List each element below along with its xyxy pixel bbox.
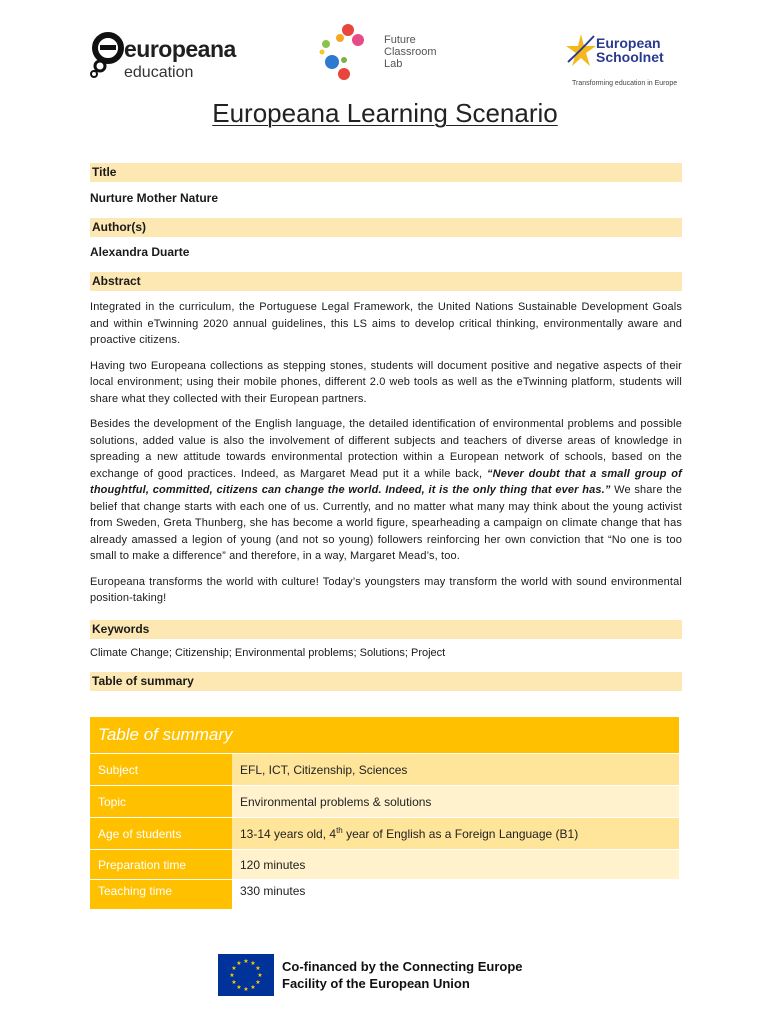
- fcl-line-3: Lab: [384, 58, 403, 70]
- europeana-education-logo: [90, 32, 236, 92]
- keywords-value: Climate Change; Citizenship; Environmental problems; Solutions; Project: [90, 646, 446, 659]
- header-logos: [0, 14, 770, 94]
- title-value: Nurture Mother Nature: [90, 191, 219, 205]
- summary-table: [90, 717, 679, 910]
- summary-heading: Table of summary: [90, 672, 682, 691]
- table-row: [90, 880, 679, 910]
- row-value-topic: Environmental problems & solutions: [232, 786, 679, 818]
- funding-line-1: Co-financed by the Connecting Europe: [282, 959, 523, 974]
- europeana-sub-text: education: [124, 64, 194, 81]
- row-value-teaching: 330 minutes: [232, 880, 679, 910]
- svg-text:★: ★: [231, 979, 237, 986]
- age-value-sup: th: [336, 826, 343, 835]
- fcl-pins-icon: [318, 22, 380, 84]
- europeana-mark-icon: [90, 32, 124, 80]
- table-row: [90, 818, 679, 850]
- funding-text: [282, 958, 523, 992]
- row-value-preparation: 120 minutes: [232, 850, 679, 880]
- authors-heading: Author(s): [90, 218, 682, 237]
- svg-text:★: ★: [243, 986, 249, 993]
- eu-stars-icon: [218, 954, 274, 996]
- european-schoolnet-logo: [566, 22, 686, 92]
- row-value-age: [232, 818, 679, 850]
- eu-flag-icon: [218, 954, 274, 996]
- document-body: [90, 163, 682, 691]
- row-label-subject: Subject: [90, 754, 232, 786]
- age-value-pre: 13-14 years old, 4: [240, 827, 337, 841]
- svg-text:★: ★: [250, 960, 256, 967]
- row-label-topic: Topic: [90, 786, 232, 818]
- svg-text:★: ★: [255, 979, 261, 986]
- fcl-name: [384, 34, 437, 70]
- age-value-post: year of English as a Foreign Language (B1): [342, 827, 579, 841]
- table-row: [90, 786, 679, 818]
- esn-name-line-1: European: [596, 35, 661, 51]
- title-heading: Title: [90, 163, 682, 182]
- abstract-p3-start: Besides the development of the English language, the detailed identification of environmental problems and possible solutions, added value is also the involvement of different subjects and teachers of diverse areas of knowledge in spreading a new attitude towards environmental protection within a European network of schools, based on the exchange of good practices. Indeed, as Margaret Mead put it a while back,: [90, 418, 682, 480]
- row-label-teaching: Teaching time: [90, 880, 232, 910]
- svg-text:★: ★: [231, 965, 237, 972]
- keywords-heading: Keywords: [90, 620, 682, 639]
- row-value-subject: EFL, ICT, Citizenship, Sciences: [232, 754, 679, 786]
- authors-value: Alexandra Duarte: [90, 245, 190, 259]
- svg-text:★: ★: [229, 972, 235, 979]
- page-title: Europeana Learning Scenario: [212, 98, 558, 128]
- europeana-brand-text: europeana: [124, 36, 236, 62]
- eu-funding-footer: [218, 954, 558, 998]
- table-row: [90, 850, 679, 880]
- esn-name-line-2: Schoolnet: [596, 49, 664, 65]
- abstract-paragraph-1: Integrated in the curriculum, the Portuguese Legal Framework, the United Nations Sustainable Development Goals and within eTwinning 2020 annual guidelines, this LS aims to develop critical thinking, environmentally aware and proactive citizens.: [90, 301, 682, 346]
- summary-table-caption: Table of summary: [90, 717, 679, 754]
- fcl-line-1: Future: [384, 34, 416, 46]
- abstract-p3-end: We share the belief that change starts with each one of us. Currently, and no matter what many may think about the young activist from Sweden, Greta Thunberg, she has become a world figure, spearheading a campaign on climate change that has already amassed a legion of young (and not so young) followers reinforcing her own conviction that “No one is too small to make a difference” and therefore, in a way, Margaret Mead’s, too.: [90, 484, 683, 562]
- abstract-paragraph-4: Europeana transforms the world with culture! Today’s youngsters may transform the world with sound environmental position-taking!: [90, 575, 682, 604]
- abstract-paragraph-2: Having two Europeana collections as stepping stones, students will document positive and negative aspects of their local environment; using their mobile phones, different 2.0 web tools as well as the eTwinning platform, students will share what they collected with their European partners.: [90, 359, 682, 405]
- svg-text:★: ★: [236, 984, 242, 991]
- summary-table-caption-row: [90, 717, 679, 754]
- row-label-age: Age of students: [90, 818, 232, 850]
- table-row: [90, 754, 679, 786]
- funding-line-2: Facility of the European Union: [282, 976, 470, 991]
- svg-text:★: ★: [243, 958, 249, 965]
- fcl-line-2: Classroom: [384, 46, 437, 58]
- svg-text:★: ★: [255, 965, 261, 972]
- svg-text:★: ★: [236, 960, 242, 967]
- esn-tagline: Transforming education in Europe: [572, 80, 678, 87]
- svg-text:★: ★: [250, 984, 256, 991]
- abstract-heading: Abstract: [90, 272, 682, 291]
- mead-quote: “Never doubt that a small group of thoughtful, committed, citizens can change the world. Indeed, it is the only thing that ever has.”: [90, 467, 682, 496]
- svg-text:★: ★: [257, 972, 263, 979]
- esn-star-icon: [566, 32, 596, 72]
- future-classroom-lab-logo: [318, 22, 448, 94]
- abstract-paragraph-3: [90, 416, 682, 565]
- row-label-preparation: Preparation time: [90, 850, 232, 880]
